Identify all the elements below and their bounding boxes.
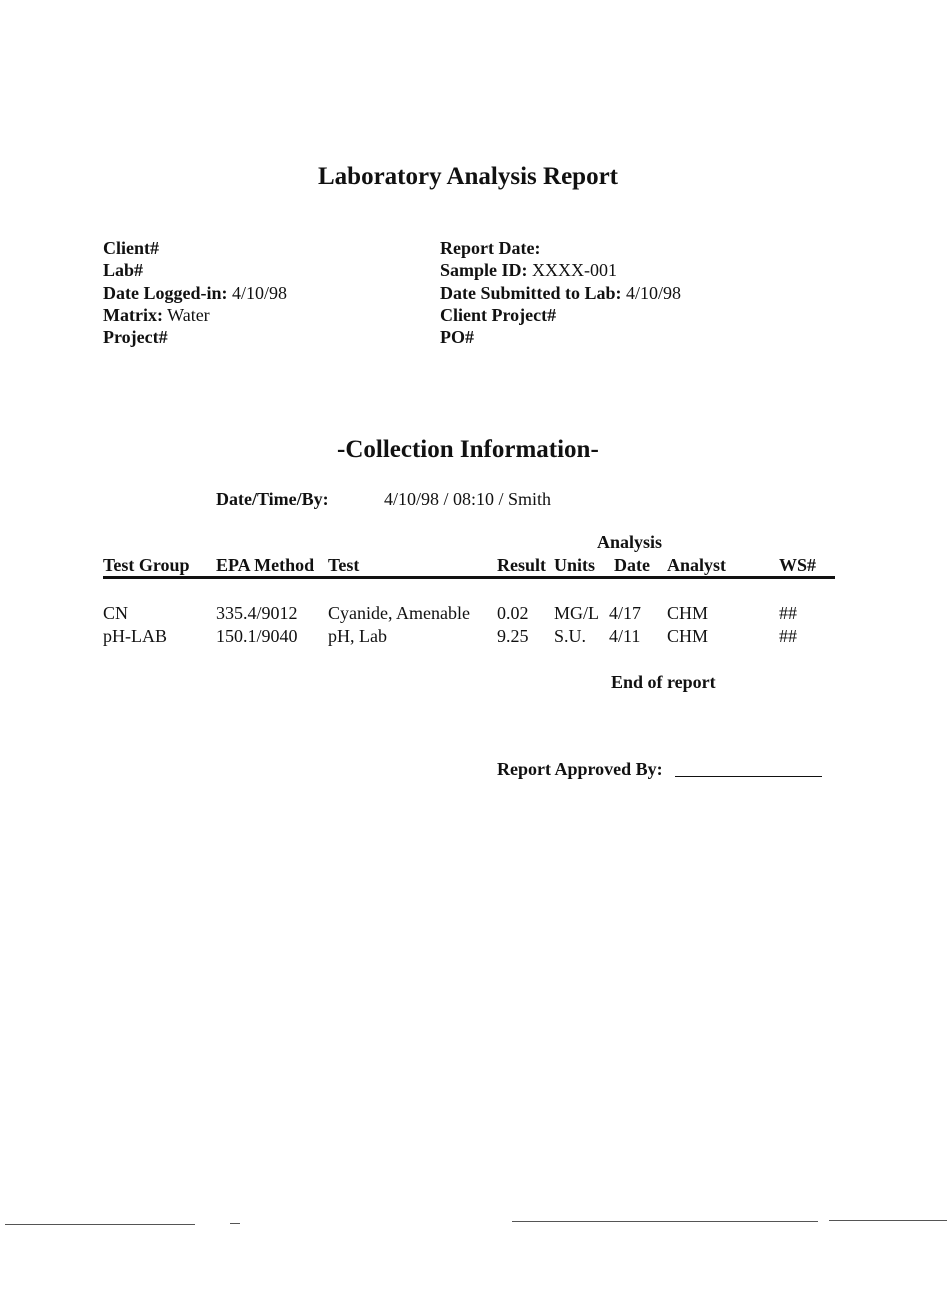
cell-result: 9.25 <box>497 626 529 646</box>
date-submitted-label: Date Submitted to Lab: <box>440 283 622 303</box>
date-submitted-value: 4/10/98 <box>626 283 682 303</box>
end-of-report: End of report <box>611 672 716 692</box>
collection-value: 4/10/98 / 08:10 / Smith <box>384 489 552 509</box>
header-test-group: Test Group <box>103 555 190 575</box>
header-test: Test <box>328 555 360 575</box>
approved-by-label: Report Approved By: <box>497 759 663 779</box>
scan-artifact-line <box>5 1224 195 1225</box>
lab-number-label: Lab# <box>103 260 144 280</box>
date-logged-in-value: 4/10/98 <box>232 283 288 303</box>
cell-analyst: CHM <box>667 603 709 623</box>
signature-line <box>675 776 822 777</box>
header-date: Date <box>614 555 650 575</box>
date-logged-in-field <box>103 282 287 304</box>
scan-artifact-line <box>512 1221 818 1222</box>
sample-id-label: Sample ID: <box>440 260 528 280</box>
matrix-label: Matrix: <box>103 305 163 325</box>
date-submitted-field <box>440 282 681 304</box>
cell-test: Cyanide, Amenable <box>328 603 470 623</box>
header-analyst: Analyst <box>667 555 727 575</box>
header-rule <box>103 576 835 579</box>
header-result: Result <box>497 555 546 575</box>
cell-test-group: CN <box>103 603 129 623</box>
scan-artifact-line <box>230 1223 240 1224</box>
header-ws: WS# <box>779 555 817 575</box>
cell-units: MG/L <box>554 603 599 623</box>
cell-epa-method: 335.4/9012 <box>216 603 298 623</box>
analysis-group-header: Analysis <box>597 532 663 552</box>
matrix-field <box>103 304 210 326</box>
project-number-label: Project# <box>103 327 168 347</box>
cell-ws: ## <box>779 626 797 646</box>
scan-artifact-line <box>829 1220 947 1221</box>
sample-id-value: XXXX-001 <box>532 260 618 280</box>
client-project-label: Client Project# <box>440 305 557 325</box>
cell-epa-method: 150.1/9040 <box>216 626 298 646</box>
cell-units: S.U. <box>554 626 587 646</box>
date-logged-in-label: Date Logged-in: <box>103 283 228 303</box>
po-number-field <box>440 326 474 348</box>
project-number-field <box>103 326 168 348</box>
client-project-field <box>440 304 556 326</box>
cell-analyst: CHM <box>667 626 709 646</box>
sample-id-field <box>440 259 617 281</box>
report-date-label: Report Date: <box>440 238 541 258</box>
report-title: Laboratory Analysis Report <box>318 163 618 190</box>
lab-number-field <box>103 259 143 281</box>
cell-test: pH, Lab <box>328 626 387 646</box>
cell-test-group: pH-LAB <box>103 626 167 646</box>
header-epa-method: EPA Method <box>216 555 315 575</box>
report-date-field <box>440 237 540 259</box>
cell-date: 4/17 <box>609 603 642 623</box>
client-number-field <box>103 237 159 259</box>
collection-heading: -Collection Information- <box>337 436 599 463</box>
cell-result: 0.02 <box>497 603 529 623</box>
collection-label: Date/Time/By: <box>216 489 329 509</box>
matrix-value: Water <box>167 305 210 325</box>
header-units: Units <box>554 555 596 575</box>
client-number-label: Client# <box>103 238 159 258</box>
cell-date: 4/11 <box>609 626 641 646</box>
po-number-label: PO# <box>440 327 474 347</box>
cell-ws: ## <box>779 603 797 623</box>
